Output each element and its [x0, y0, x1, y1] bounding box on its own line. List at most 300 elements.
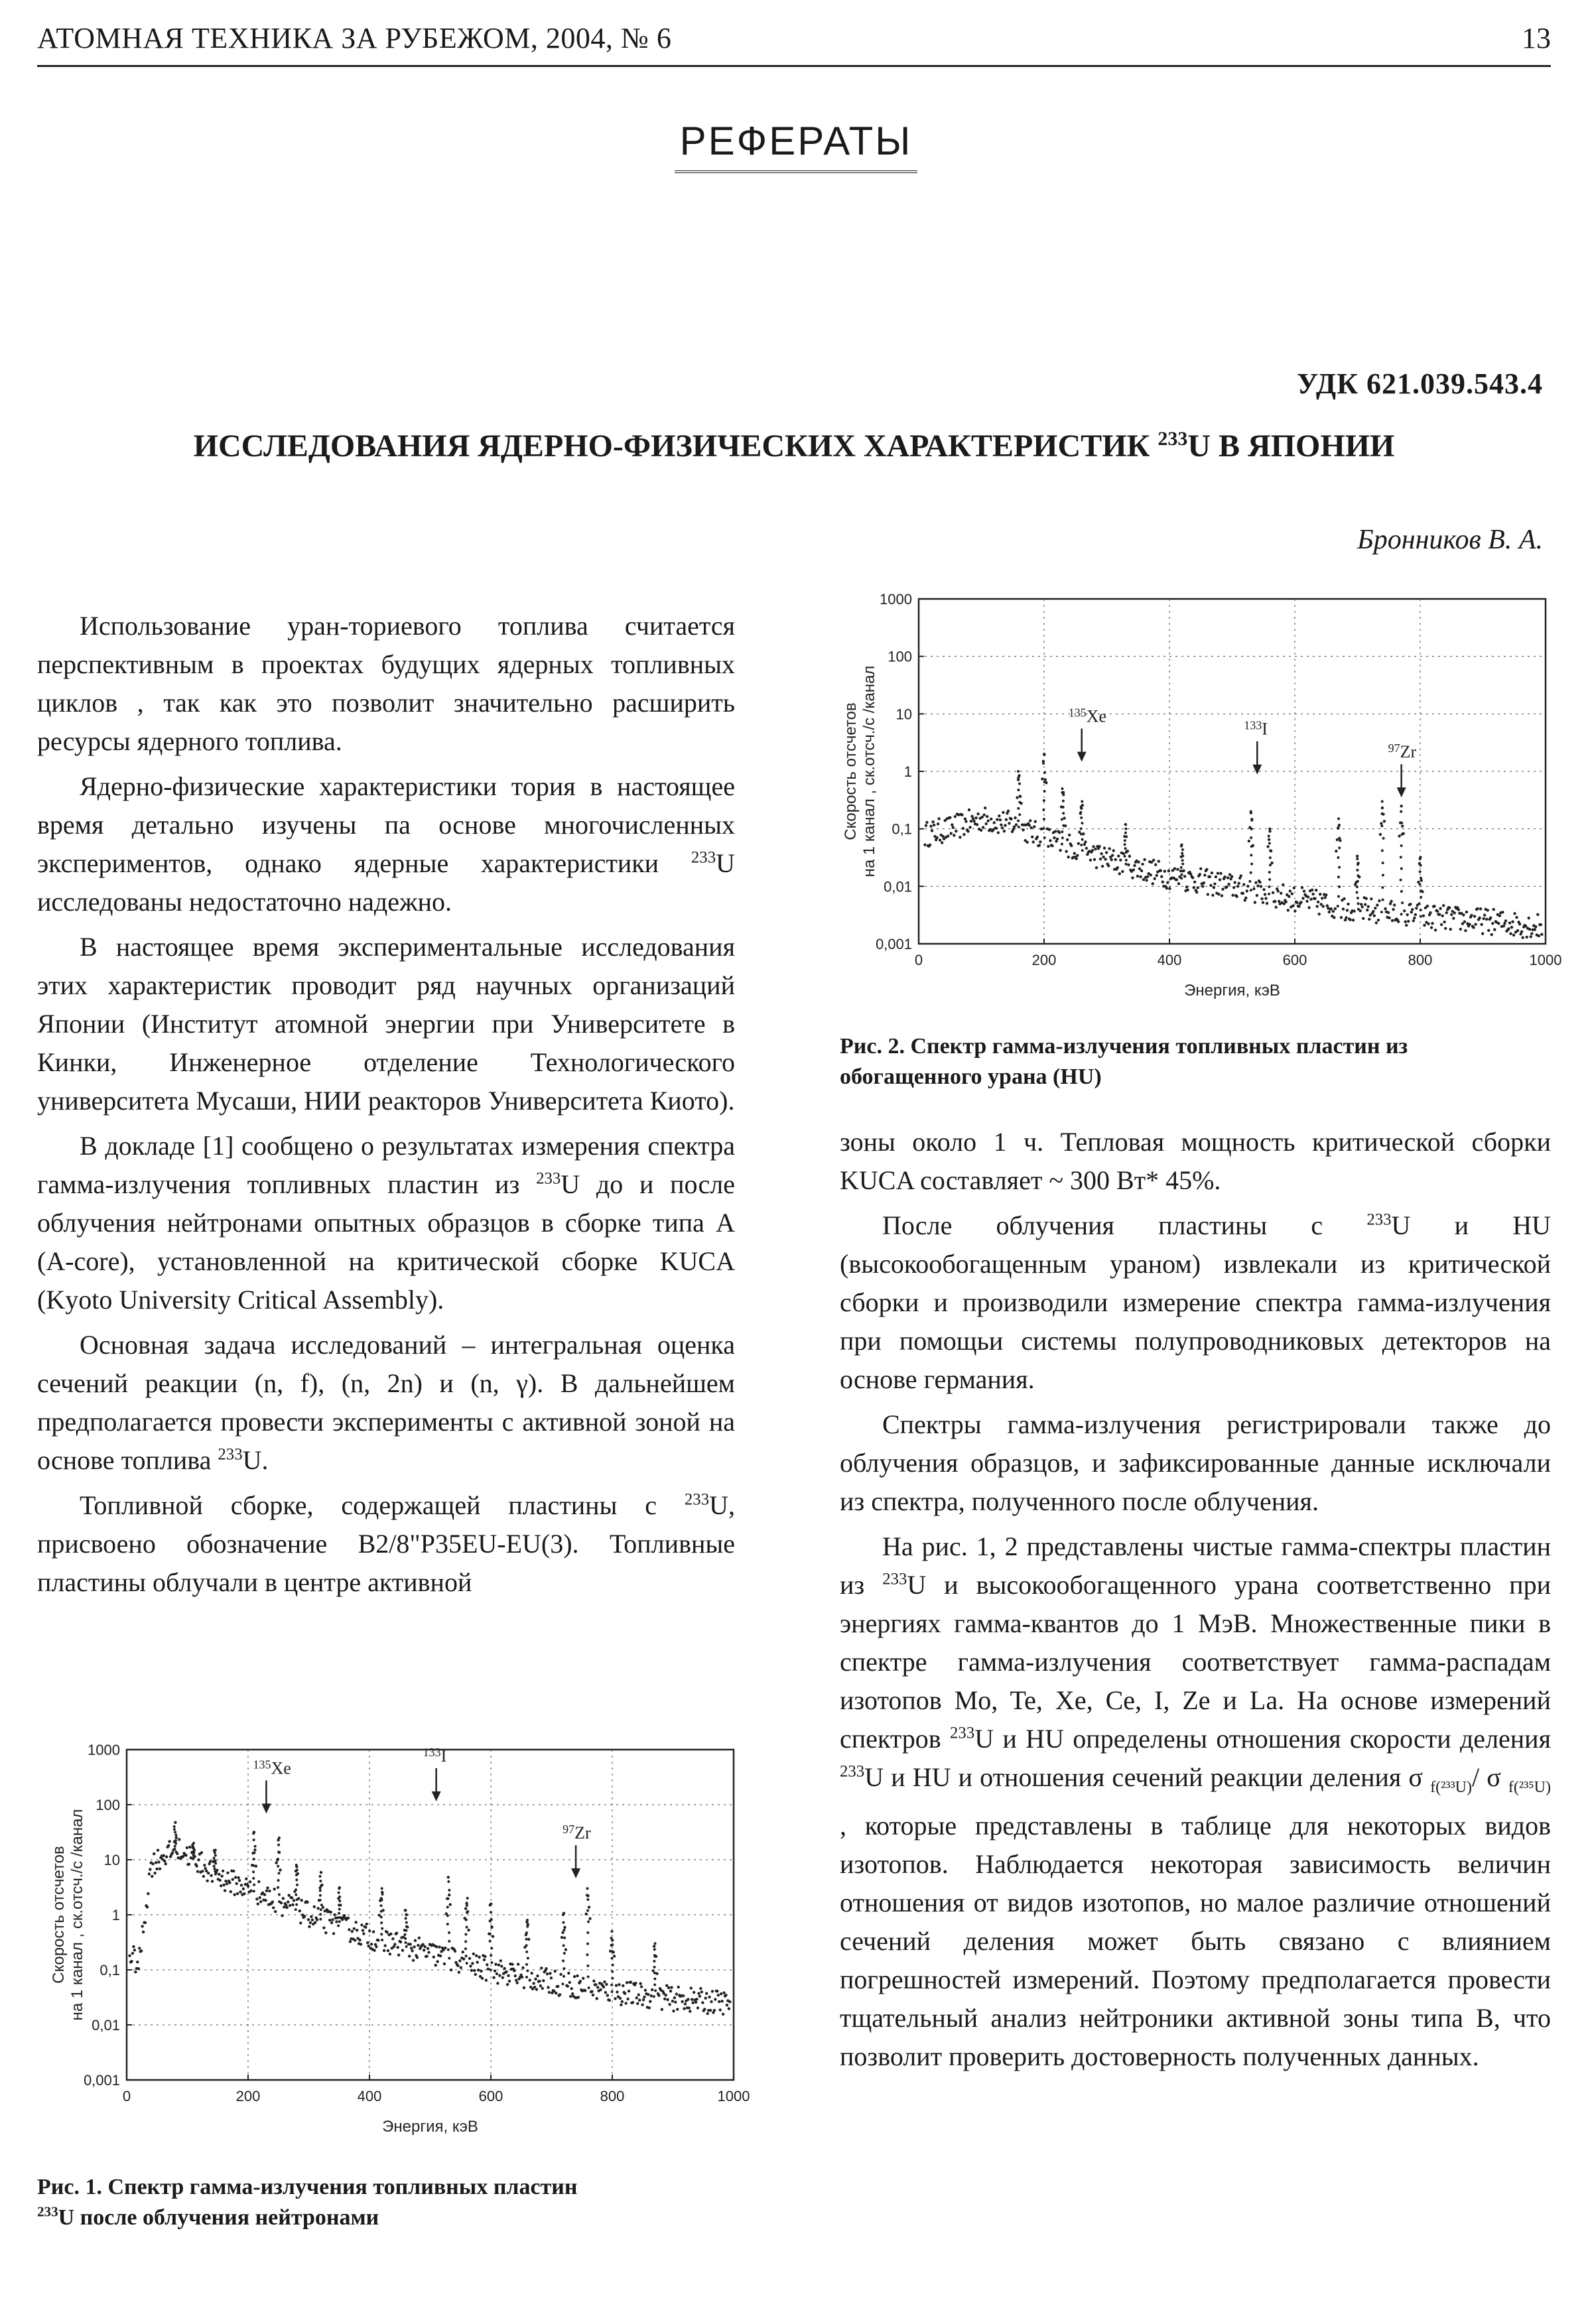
data-point	[299, 1921, 302, 1924]
data-point	[703, 2008, 706, 2010]
data-point	[1366, 909, 1368, 911]
data-point	[232, 1870, 235, 1872]
data-point	[557, 1985, 559, 1988]
data-point	[559, 1973, 562, 1976]
peak-point	[1124, 839, 1126, 842]
peak-point	[1080, 806, 1083, 808]
data-point	[291, 1896, 293, 1899]
peak-point	[1250, 863, 1253, 866]
paragraph: В докладе [1] сообщено о результатах измерения спектра гамма-излучения топливных пластин из $^{233}$U до и после облучения нейтронами опытных образцов в сборке типа А (A-core), установленной на критической сборке KUCA (Kyoto University Critical Assembly).	[37, 1131, 735, 1315]
data-point	[1449, 928, 1452, 931]
peak-point	[562, 1913, 564, 1916]
data-point	[1468, 923, 1471, 926]
figure-1-chart	[37, 1736, 750, 2158]
data-point	[1029, 819, 1031, 822]
peak-point	[1181, 863, 1184, 866]
data-point	[711, 1990, 714, 1992]
data-point	[1319, 893, 1321, 895]
author: Бронников В. А.	[1357, 525, 1543, 555]
peak-point	[1062, 824, 1065, 827]
peak-point	[319, 1890, 322, 1892]
data-point	[619, 1997, 622, 2000]
data-point	[1427, 923, 1429, 925]
data-point	[532, 1982, 535, 1984]
data-point	[1066, 838, 1069, 841]
data-point	[1238, 882, 1240, 885]
data-point	[1336, 838, 1339, 841]
peak-point	[490, 1918, 493, 1921]
data-point	[414, 1939, 417, 1942]
data-point	[984, 807, 986, 809]
data-point	[579, 1980, 582, 1982]
peak-point	[1062, 812, 1065, 814]
peak-point	[1357, 880, 1359, 883]
data-point	[1114, 858, 1117, 861]
data-point	[1311, 889, 1313, 891]
data-point	[1442, 904, 1445, 907]
peak-point	[1382, 862, 1384, 864]
peak-point	[1181, 873, 1183, 876]
data-point	[984, 822, 987, 825]
data-point	[1409, 903, 1412, 905]
data-point	[1472, 926, 1475, 929]
data-point	[1014, 816, 1016, 819]
data-point	[220, 1875, 223, 1878]
peak-point	[1337, 895, 1340, 898]
data-point	[628, 1990, 630, 1992]
peak-point	[405, 1913, 407, 1915]
data-point	[1246, 885, 1249, 887]
peak-annotation: $^{133}$I	[423, 1746, 447, 1766]
data-point	[1483, 914, 1486, 917]
peak-point	[466, 1911, 468, 1914]
data-point	[941, 841, 943, 844]
data-point	[1108, 847, 1110, 850]
data-point	[1073, 852, 1076, 854]
data-point	[1482, 917, 1485, 920]
data-point	[410, 1947, 413, 1949]
data-point	[1493, 928, 1496, 931]
data-point	[1053, 836, 1055, 839]
data-point	[1360, 903, 1362, 905]
x-tick-label: 0	[122, 2088, 131, 2104]
data-point	[608, 1999, 611, 2002]
peak-point	[1337, 905, 1339, 907]
data-point	[696, 2006, 699, 2009]
data-point	[308, 1925, 310, 1928]
data-point	[492, 1935, 494, 1937]
x-tick-label: 800	[600, 2088, 625, 2104]
peak-point	[1401, 833, 1404, 836]
peak-point	[380, 1904, 383, 1907]
peak-point	[213, 1865, 216, 1868]
peak-point	[173, 1825, 176, 1828]
peak-point	[586, 1965, 589, 1967]
section-title-text: РЕФЕРАТЫ	[675, 118, 918, 173]
data-point	[614, 1997, 616, 2000]
data-point	[1486, 909, 1489, 911]
peak-point	[1337, 817, 1340, 820]
data-point	[1301, 897, 1304, 899]
data-point	[1349, 919, 1351, 921]
peak-point	[525, 1976, 528, 1978]
data-point	[1307, 895, 1309, 898]
peak-point	[252, 1864, 255, 1867]
peak-point	[1042, 808, 1045, 811]
data-point	[148, 1872, 151, 1875]
data-point	[1139, 875, 1142, 878]
data-point	[642, 1998, 645, 2001]
data-point	[949, 816, 951, 818]
data-point	[1438, 913, 1441, 915]
data-point	[683, 2007, 685, 2010]
data-point	[427, 1947, 429, 1950]
data-point	[354, 1939, 356, 1941]
data-point	[714, 1998, 716, 2000]
peak-annotation: $^{135}$Xe	[1068, 706, 1107, 726]
data-point	[1342, 907, 1345, 910]
peak-point	[1400, 879, 1402, 881]
peak-point	[380, 1933, 383, 1935]
data-point	[383, 1944, 386, 1947]
data-point	[998, 814, 1000, 817]
data-point	[1063, 816, 1065, 819]
data-point	[438, 1945, 440, 1948]
data-point	[413, 1945, 415, 1948]
peak-point	[295, 1878, 298, 1881]
data-point	[1297, 905, 1300, 907]
y-tick-label: 100	[96, 1797, 120, 1813]
peak-point	[1181, 870, 1184, 872]
data-point	[155, 1868, 158, 1870]
paragraph: На рис. 1, 2 представлены чистые гамма-спектры пластин из $^{233}$U и высокообогащенного урана соответственно при энергиях гамма-квантов до 1 МэВ. Множественные пики в спектре гамма-излучения соответствует гамма-распадам изотопов Mo, Te, Xe, Ce, I, Ze и La. На основе измерений спектров $^{233}$U и HU определены отношения скорости деления $^{233}$U и HU и отношения сечений реакции деления σ $_{f(^{233}U)}$/ σ $_{f(^{235}U)}$ , которые представлены в таблице для некоторых видов изотопов. Наблюдается некоторая зависимость величин отношения от видов изотопов, но малое различие отношений сечений деления может быть связано с влиянием погрешностей измерений. Поэтому предполагается провести тщательный анализ нейтроники активной зоны типа В, что позволит проверить достоверность полученных данных.	[840, 1531, 1551, 2071]
x-axis-label: Энергия, кэВ	[382, 2118, 478, 2136]
data-point	[1491, 933, 1493, 936]
data-point	[1012, 828, 1014, 830]
data-point	[691, 1998, 693, 2000]
peak-point	[320, 1884, 322, 1887]
data-point	[549, 1972, 551, 1974]
data-point	[439, 1955, 442, 1957]
data-point	[1285, 901, 1288, 903]
data-point	[1068, 834, 1071, 836]
data-point	[535, 1988, 538, 1990]
data-point	[1278, 900, 1280, 903]
data-point	[1375, 921, 1378, 924]
data-point	[1504, 919, 1507, 922]
data-point	[222, 1870, 224, 1872]
peak-point	[214, 1860, 216, 1862]
data-point	[140, 1949, 143, 1952]
peak-point	[611, 1970, 614, 1973]
data-point	[698, 1995, 701, 1998]
title-part-1: ИССЛЕДОВАНИЯ ЯДЕРНО-ФИЗИЧЕСКИХ ХАРАКТЕРИСТИК	[193, 428, 1158, 464]
data-point	[1084, 840, 1087, 843]
data-point	[677, 1986, 680, 1988]
peak-point	[1337, 875, 1340, 878]
data-point	[422, 1943, 425, 1946]
section-title	[0, 118, 1592, 173]
peak-point	[192, 1842, 195, 1844]
peak-point	[1400, 913, 1403, 915]
data-point	[412, 1959, 415, 1962]
peak-point	[1250, 810, 1252, 813]
data-point	[1131, 876, 1134, 879]
data-point	[1116, 866, 1119, 869]
data-point	[1365, 897, 1368, 900]
data-point	[416, 1956, 419, 1959]
data-point	[1431, 922, 1433, 925]
data-point	[1242, 892, 1244, 895]
data-point	[1195, 891, 1198, 893]
peak-point	[525, 1931, 528, 1934]
data-point	[970, 820, 972, 822]
data-point	[1145, 879, 1148, 881]
data-point	[717, 1994, 720, 1996]
data-point	[397, 1953, 400, 1956]
data-point	[1393, 903, 1396, 906]
data-point	[951, 823, 953, 826]
data-point	[478, 1956, 480, 1959]
data-point	[1299, 901, 1302, 903]
peak-point	[381, 1927, 383, 1930]
data-point	[976, 823, 978, 826]
data-point	[705, 1992, 708, 1994]
data-point	[929, 844, 931, 846]
data-point	[1153, 877, 1156, 880]
peak-point	[405, 1917, 407, 1920]
data-point	[1378, 899, 1380, 902]
data-point	[650, 1994, 653, 1997]
peak-point	[611, 1977, 614, 1980]
article-title	[37, 428, 1551, 464]
journal-title: АТОМНАЯ ТЕХНИКА ЗА РУБЕЖОМ, 2004, № 6	[37, 22, 672, 54]
data-point	[232, 1878, 234, 1880]
data-point	[354, 1921, 357, 1923]
y-axis-label: Скорость отсчетов	[842, 702, 860, 840]
peak-point	[278, 1837, 281, 1839]
y-tick-label: 1	[903, 763, 912, 780]
data-point	[1470, 914, 1473, 917]
peak-point	[1420, 864, 1422, 867]
peak-point	[1017, 770, 1020, 773]
data-point	[700, 1990, 703, 1993]
left-column	[37, 607, 735, 1608]
data-point	[676, 2008, 679, 2010]
data-point	[1191, 876, 1194, 879]
peak-point	[254, 1845, 257, 1848]
title-superscript: 233	[1158, 428, 1188, 450]
data-point	[618, 1983, 620, 1986]
peak-point	[1268, 893, 1270, 895]
paragraph: Использование уран-ториевого топлива считается перспективным в проектах будущих ядерных топливных циклов , так как это позволит значительно расширить ресурсы ядерного топлива.	[37, 611, 735, 756]
data-point	[498, 1974, 501, 1976]
peak-point	[563, 1975, 565, 1978]
peak-point	[1382, 874, 1384, 877]
peak-point	[277, 1858, 279, 1860]
peak-point	[338, 1887, 340, 1890]
data-point	[722, 1991, 725, 1994]
data-point	[1274, 906, 1277, 909]
data-point	[310, 1915, 312, 1918]
peak-point	[1401, 901, 1404, 904]
data-point	[1161, 881, 1164, 883]
peak-point	[295, 1874, 298, 1876]
data-point	[668, 2003, 671, 2006]
peak-point	[1268, 885, 1270, 888]
data-point	[713, 2009, 716, 2012]
data-point	[1048, 828, 1051, 831]
data-point	[1303, 889, 1305, 892]
data-point	[1387, 911, 1390, 914]
data-point	[273, 1888, 276, 1890]
paragraph: Ядерно-физические характеристики тория в настоящее время детально изучены па основе многочисленных экспериментов, однако ядерные характеристики $^{233}$U исследованы недостаточно надежно.	[37, 771, 735, 917]
data-point	[1127, 864, 1130, 866]
peak-point	[175, 1837, 178, 1839]
data-point	[1364, 903, 1366, 906]
data-point	[219, 1879, 222, 1882]
y-tick-label: 0,1	[100, 1962, 120, 1978]
peak-point	[1017, 807, 1020, 810]
data-point	[1480, 923, 1483, 926]
peak-point	[253, 1890, 255, 1892]
data-point	[473, 1969, 476, 1972]
data-point	[533, 1986, 536, 1988]
data-point	[982, 813, 985, 816]
data-point	[588, 1905, 590, 1908]
data-point	[687, 1998, 689, 2000]
data-point	[242, 1888, 245, 1890]
peak-point	[1337, 856, 1339, 859]
data-point	[1509, 932, 1512, 935]
data-point	[1121, 870, 1124, 873]
peak-point	[405, 1945, 408, 1948]
data-point	[178, 1838, 180, 1840]
data-point	[684, 2002, 687, 2005]
data-point	[1434, 929, 1437, 931]
data-point	[249, 1880, 251, 1883]
peak-point	[1418, 883, 1421, 886]
data-point	[1036, 836, 1039, 838]
peak-point	[490, 1969, 492, 1971]
data-point	[1094, 848, 1096, 850]
data-point	[1291, 892, 1294, 895]
data-point	[539, 1984, 542, 1987]
data-point	[1487, 929, 1490, 932]
peak-point	[1357, 863, 1359, 866]
data-point	[480, 1970, 482, 1972]
peak-point	[525, 1951, 528, 1953]
peak-point	[1062, 806, 1065, 808]
data-point	[1175, 878, 1178, 881]
data-point	[1111, 854, 1114, 857]
data-point	[561, 1931, 564, 1934]
data-point	[573, 1975, 576, 1978]
data-point	[515, 1978, 517, 1981]
data-point	[362, 1929, 364, 1931]
data-point	[1110, 858, 1112, 861]
data-point	[648, 2006, 651, 2009]
data-point	[423, 1945, 426, 1948]
data-point	[1102, 856, 1104, 858]
y-axis-label: Скорость отсчетов	[50, 1846, 68, 1984]
peak-point	[448, 1931, 450, 1934]
data-point	[933, 824, 935, 826]
data-point	[168, 1840, 170, 1842]
peak-point	[525, 1944, 528, 1947]
data-point	[1540, 933, 1543, 936]
data-point	[517, 1963, 519, 1965]
data-point	[1093, 858, 1096, 861]
peak-point	[466, 1926, 468, 1929]
data-point	[1077, 842, 1080, 845]
data-point	[1231, 894, 1234, 897]
data-point	[987, 820, 990, 822]
peak-point	[525, 1938, 528, 1941]
data-point	[263, 1893, 266, 1896]
peak-point	[174, 1845, 176, 1848]
data-point	[275, 1861, 277, 1864]
data-point	[274, 1910, 277, 1913]
y-tick-label: 0,001	[83, 2072, 120, 2089]
data-point	[1105, 851, 1108, 854]
data-point	[514, 1974, 517, 1977]
peak-point	[1061, 836, 1064, 839]
figure-2	[829, 587, 1562, 1011]
peak-point	[586, 1909, 589, 1912]
data-point	[616, 1990, 618, 1993]
data-point	[605, 1983, 608, 1986]
data-point	[1362, 917, 1364, 920]
data-point	[701, 2001, 704, 2004]
data-point	[393, 1943, 396, 1945]
data-point	[307, 1918, 310, 1921]
data-point	[1207, 893, 1209, 895]
data-point	[577, 1996, 580, 1998]
data-point	[1034, 820, 1037, 823]
peak-point	[563, 1937, 566, 1939]
peak-point	[1269, 849, 1272, 852]
data-point	[1430, 926, 1433, 929]
peak-point	[1061, 830, 1063, 833]
data-point	[586, 1894, 589, 1897]
peak-point	[1419, 858, 1422, 860]
data-point	[1221, 894, 1223, 897]
data-point	[484, 1955, 486, 1958]
data-point	[649, 2000, 651, 2003]
peak-point	[1061, 787, 1063, 790]
data-point	[1118, 872, 1121, 875]
peak-point	[1400, 890, 1403, 893]
peak-point	[1268, 871, 1271, 873]
data-point	[226, 1872, 229, 1874]
data-point	[203, 1864, 206, 1866]
peak-point	[1018, 826, 1020, 828]
annotation-arrowhead	[571, 1868, 580, 1878]
figure-2-chart	[829, 587, 1562, 1011]
data-point	[409, 1943, 411, 1945]
peak-point	[654, 1989, 657, 1992]
peak-point	[1250, 836, 1252, 839]
peak-point	[466, 1897, 469, 1900]
data-point	[385, 1931, 388, 1933]
peak-point	[1381, 800, 1384, 803]
data-point	[1347, 903, 1349, 905]
peak-point	[295, 1904, 298, 1906]
data-point	[468, 1957, 471, 1960]
peak-point	[319, 1894, 322, 1897]
data-point	[144, 1921, 147, 1924]
